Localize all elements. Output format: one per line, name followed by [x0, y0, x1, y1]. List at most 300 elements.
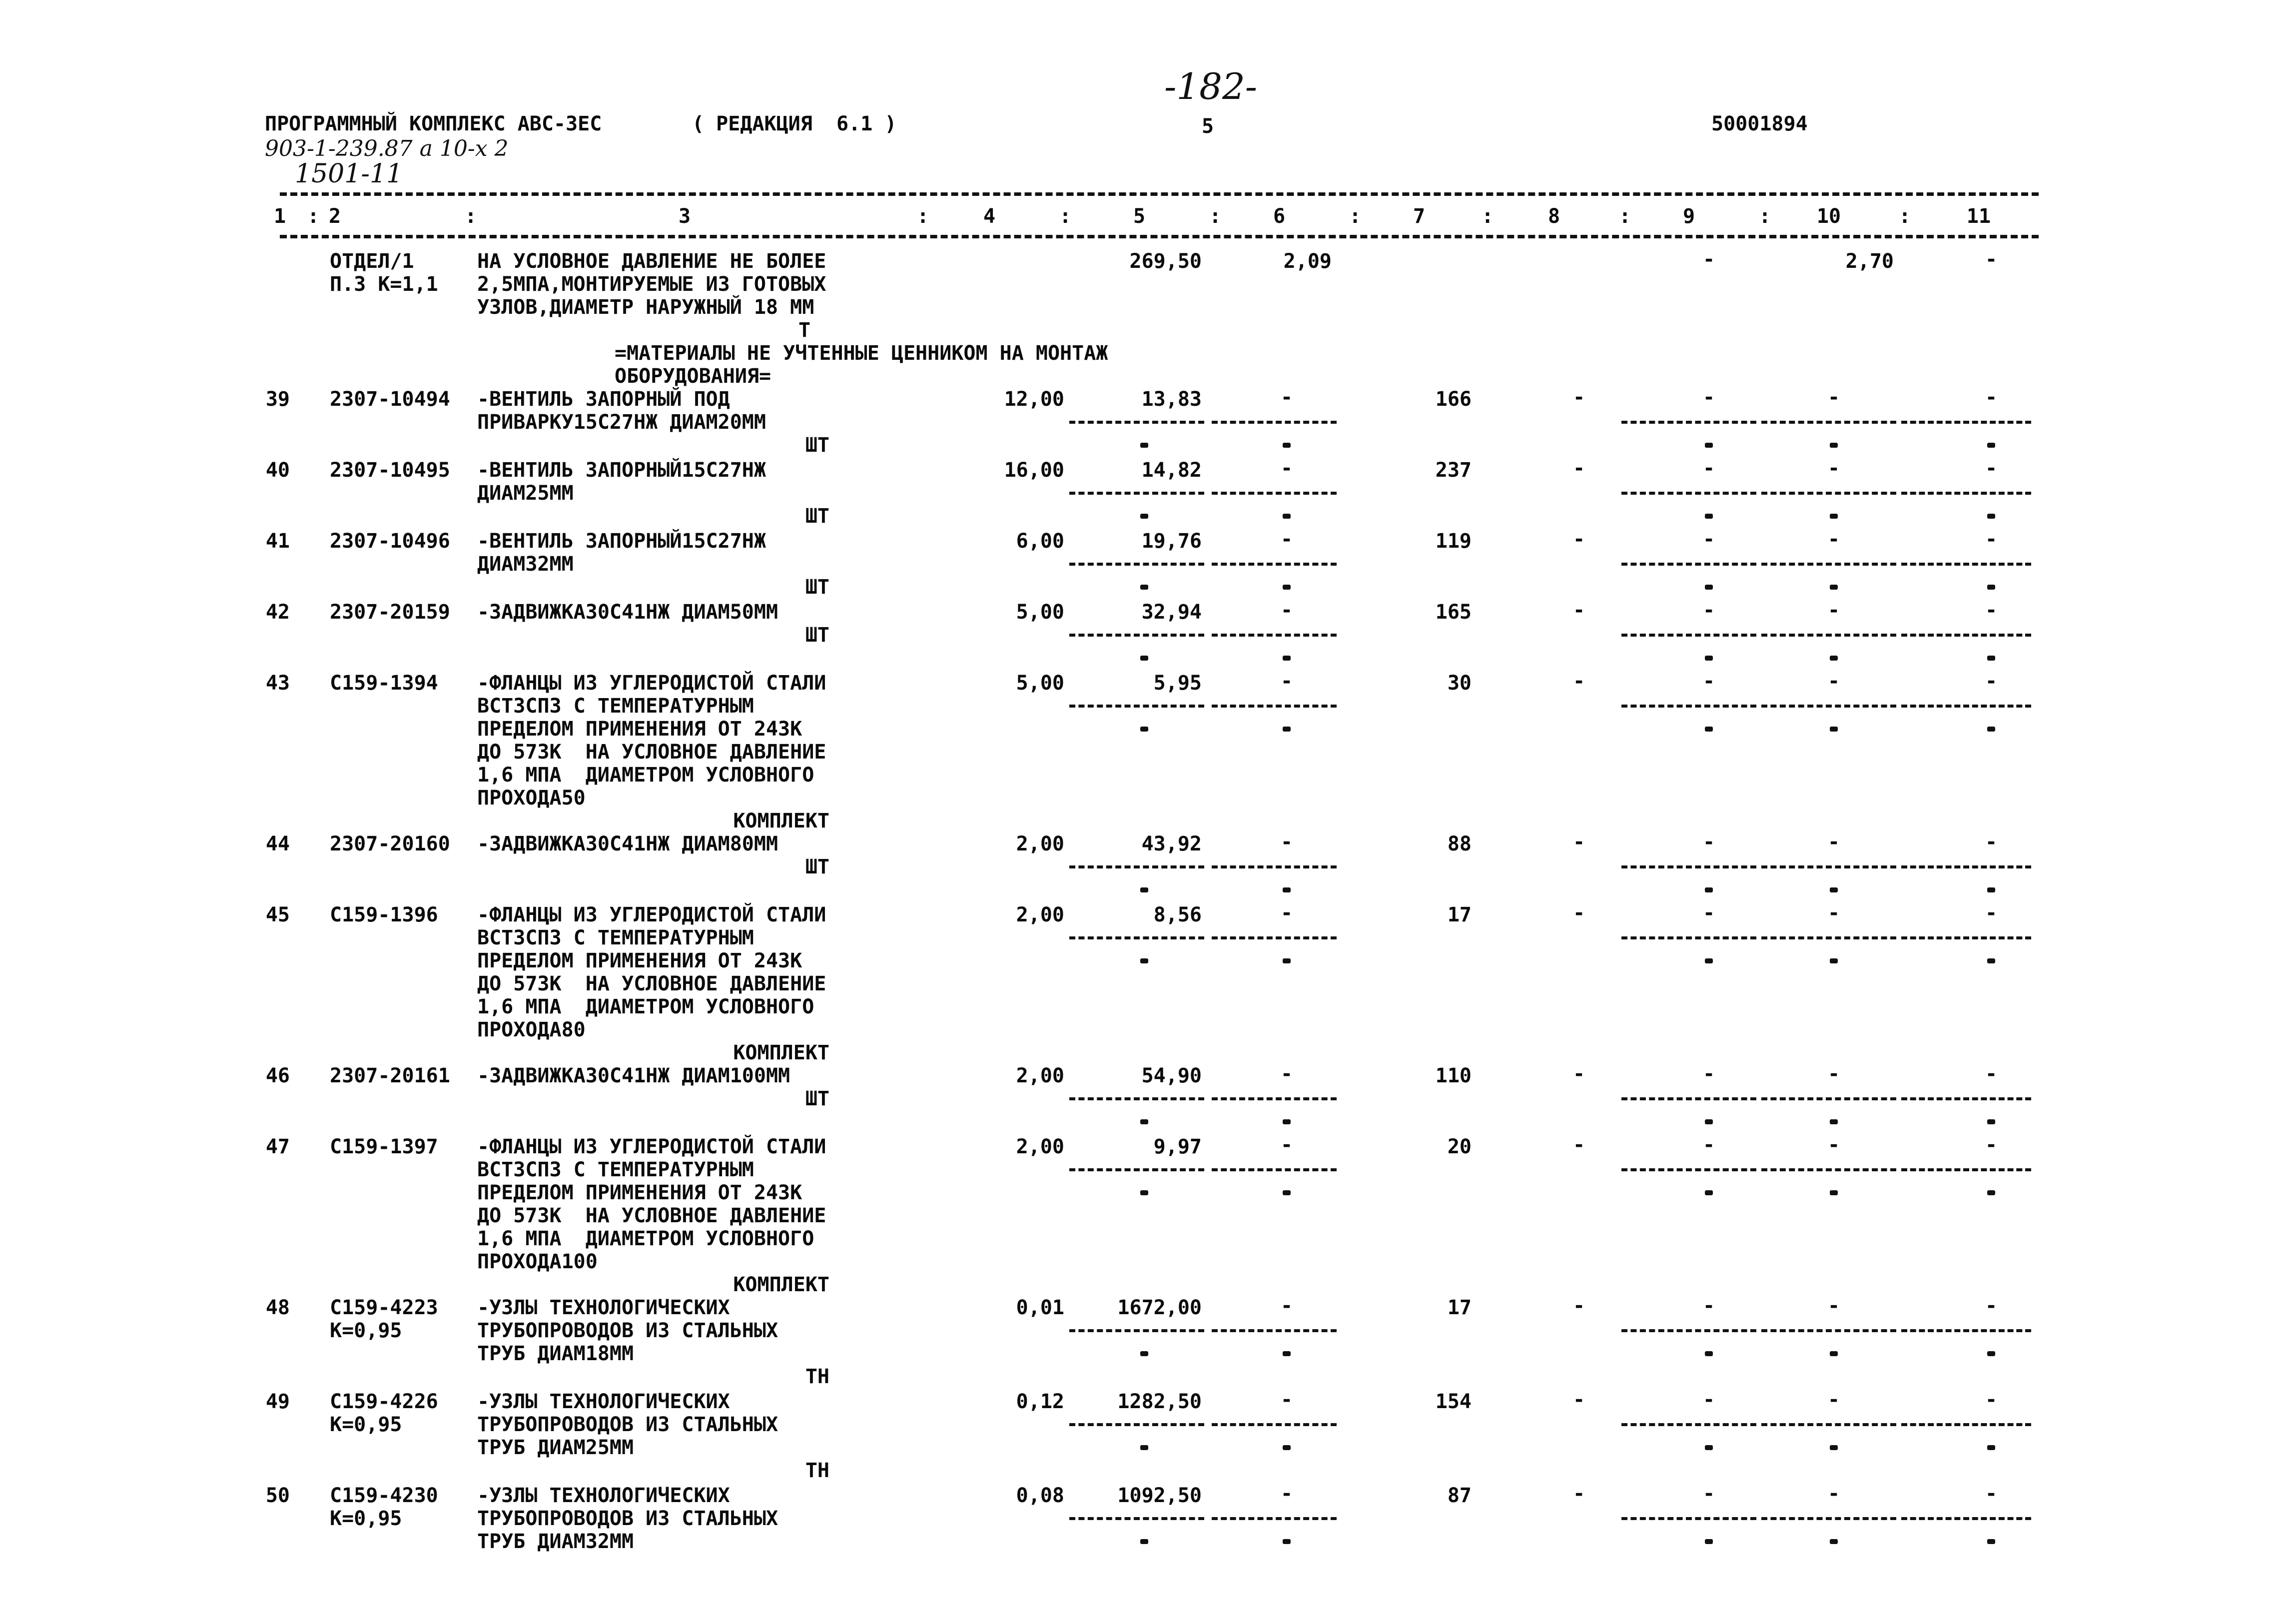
- intro-unit: Т: [798, 319, 811, 342]
- item-col10: -: [1827, 528, 1840, 551]
- item-description-line: ПРЕДЕЛОМ ПРИМЕНЕНИЯ ОТ 243К: [477, 1181, 802, 1204]
- item-col11: -: [1985, 1294, 1998, 1317]
- item-col8: -: [1572, 528, 1585, 551]
- item-description-line: -ЗАДВИЖКА30С41НЖ ДИАМ100ММ: [477, 1064, 790, 1087]
- subtotal-mark: [1830, 727, 1838, 732]
- column-number: 4: [983, 205, 996, 228]
- item-quantity: 2,00: [1016, 832, 1064, 855]
- item-code: К=0,95: [330, 1507, 402, 1530]
- item-total: 154: [1435, 1390, 1472, 1413]
- item-total: 166: [1435, 388, 1472, 411]
- item-col10: -: [1827, 1482, 1840, 1505]
- item-col6: -: [1280, 830, 1293, 853]
- item-code: С159-1397: [330, 1135, 438, 1158]
- subtotal-mark: [1283, 443, 1291, 448]
- item-number: 43: [265, 672, 290, 695]
- item-description-line: -ВЕНТИЛЬ ЗАПОРНЫЙ15С27НЖ: [477, 459, 766, 482]
- item-total: 165: [1435, 601, 1472, 624]
- subtotal-mark: [1830, 1190, 1838, 1195]
- subtotal-mark: [1283, 514, 1291, 519]
- subtotal-mark: [1140, 1445, 1148, 1450]
- subtotal-rule: [1069, 1517, 1204, 1520]
- item-col6: -: [1280, 599, 1293, 622]
- subtotal-mark: [1140, 656, 1148, 661]
- subtotal-rule: [1761, 865, 1896, 868]
- item-col8: -: [1572, 1062, 1585, 1085]
- subtotal-mark: [1987, 585, 1995, 590]
- item-col11: -: [1985, 1482, 1998, 1505]
- item-description-line: ТРУБ ДИАМ32ММ: [477, 1530, 634, 1553]
- item-number: 41: [265, 530, 290, 553]
- subtotal-mark: [1830, 958, 1838, 963]
- item-col8: -: [1572, 1294, 1585, 1317]
- item-col8: -: [1572, 1133, 1585, 1156]
- item-total: 119: [1435, 530, 1472, 553]
- subtotal-rule: [1761, 634, 1896, 637]
- item-col11: -: [1985, 830, 1998, 853]
- item-quantity: 2,00: [1016, 1064, 1064, 1087]
- subtotal-rule: [1901, 865, 2031, 868]
- item-price: 1092,50: [1117, 1484, 1202, 1507]
- item-price: 54,90: [1141, 1064, 1202, 1087]
- item-total: 20: [1447, 1135, 1472, 1158]
- subtotal-mark: [1140, 514, 1148, 519]
- item-description-line: ПРЕДЕЛОМ ПРИМЕНЕНИЯ ОТ 243К: [477, 718, 802, 741]
- item-col6: -: [1280, 386, 1293, 409]
- item-code: С159-4226: [330, 1390, 438, 1413]
- item-col10: -: [1827, 1133, 1840, 1156]
- item-number: 44: [265, 832, 290, 855]
- item-description-line: ПРЕДЕЛОМ ПРИМЕНЕНИЯ ОТ 243К: [477, 949, 802, 972]
- item-col8: -: [1572, 457, 1585, 480]
- subtotal-mark: [1705, 1445, 1713, 1450]
- item-unit: ШТ: [805, 505, 829, 528]
- subtotal-mark: [1705, 1190, 1713, 1195]
- item-description-line: ВСТ3СП3 С ТЕМПЕРАТУРНЫМ: [477, 695, 754, 718]
- intro-description-line: 2,5МПА,МОНТИРУЕМЫЕ ИЗ ГОТОВЫХ: [477, 273, 826, 296]
- subtotal-mark: [1705, 585, 1713, 590]
- item-quantity: 2,00: [1016, 903, 1064, 926]
- intro-description-line: НА УСЛОВНОЕ ДАВЛЕНИЕ НЕ БОЛЕЕ: [477, 250, 826, 273]
- item-price: 14,82: [1141, 459, 1202, 482]
- subtotal-rule: [1761, 1329, 1896, 1332]
- intro-col6: 2,09: [1283, 250, 1332, 273]
- intro-description-line: УЗЛОВ,ДИАМЕТР НАРУЖНЫЙ 18 ММ: [477, 296, 814, 319]
- subtotal-rule: [1901, 936, 2031, 939]
- item-total: 110: [1435, 1064, 1472, 1087]
- item-price: 13,83: [1141, 388, 1202, 411]
- subtotal-rule: [1761, 936, 1896, 939]
- subtotal-rule: [1761, 492, 1896, 495]
- subtotal-mark: [1830, 1445, 1838, 1450]
- item-quantity: 6,00: [1016, 530, 1064, 553]
- item-quantity: 0,08: [1016, 1484, 1064, 1507]
- subtotal-rule: [1212, 936, 1337, 939]
- item-description-line: ДО 573К НА УСЛОВНОЕ ДАВЛЕНИЕ: [477, 741, 826, 764]
- subtotal-mark: [1283, 958, 1291, 963]
- item-total: 88: [1447, 832, 1472, 855]
- intro-col9: -: [1702, 248, 1715, 271]
- item-total: 30: [1447, 672, 1472, 695]
- item-quantity: 0,12: [1016, 1390, 1064, 1413]
- item-number: 49: [265, 1390, 290, 1413]
- item-col9: -: [1702, 830, 1715, 853]
- item-col10: -: [1827, 1294, 1840, 1317]
- subtotal-rule: [1069, 563, 1204, 566]
- subtotal-rule: [1761, 1517, 1896, 1520]
- item-code: К=0,95: [330, 1413, 402, 1436]
- subtotal-mark: [1830, 585, 1838, 590]
- subtotal-mark: [1140, 1539, 1148, 1544]
- item-price: 1282,50: [1117, 1390, 1202, 1413]
- item-unit: КОМПЛЕКТ: [733, 1041, 829, 1064]
- subtotal-mark: [1140, 727, 1148, 732]
- item-col9: -: [1702, 1062, 1715, 1085]
- item-col10: -: [1827, 599, 1840, 622]
- item-number: 48: [265, 1296, 290, 1319]
- table-header-rule: [280, 235, 2039, 238]
- item-unit: КОМПЛЕКТ: [733, 810, 829, 832]
- item-col9: -: [1702, 1388, 1715, 1411]
- item-col6: -: [1280, 1482, 1293, 1505]
- subtotal-mark: [1705, 514, 1713, 519]
- item-col8: -: [1572, 599, 1585, 622]
- item-col9: -: [1702, 599, 1715, 622]
- subtotal-mark: [1283, 1445, 1291, 1450]
- subtotal-mark: [1987, 1119, 1995, 1124]
- subtotal-mark: [1283, 656, 1291, 661]
- subtotal-rule: [1901, 1097, 2031, 1100]
- item-col11: -: [1985, 457, 1998, 480]
- table-top-rule: [280, 192, 2039, 196]
- item-col10: -: [1827, 830, 1840, 853]
- subtotal-mark: [1283, 585, 1291, 590]
- item-col9: -: [1702, 670, 1715, 693]
- item-total: 17: [1447, 1296, 1472, 1319]
- subtotal-mark: [1140, 443, 1148, 448]
- item-price: 32,94: [1141, 601, 1202, 624]
- subtotal-rule: [1761, 705, 1896, 708]
- item-quantity: 0,01: [1016, 1296, 1064, 1319]
- subtotal-rule: [1901, 1329, 2031, 1332]
- item-code: 2307-20159: [330, 601, 450, 624]
- subtotal-rule: [1901, 1517, 2031, 1520]
- column-separator: :: [1349, 205, 1362, 228]
- subtotal-rule: [1069, 1097, 1204, 1100]
- column-separator: :: [1759, 205, 1771, 228]
- item-description-line: -УЗЛЫ ТЕХНОЛОГИЧЕСКИХ: [477, 1484, 730, 1507]
- item-price: 19,76: [1141, 530, 1202, 553]
- item-col9: -: [1702, 1482, 1715, 1505]
- column-separator: :: [1059, 205, 1072, 228]
- item-description-line: -ВЕНТИЛЬ ЗАПОРНЫЙ15С27НЖ: [477, 530, 766, 553]
- subtotal-rule: [1901, 492, 2031, 495]
- item-number: 46: [265, 1064, 290, 1087]
- subtotal-rule: [1621, 1168, 1756, 1171]
- subtotal-rule: [1069, 705, 1204, 708]
- subtotal-mark: [1987, 1445, 1995, 1450]
- subtotal-mark: [1283, 1539, 1291, 1544]
- subtotal-rule: [1621, 1423, 1756, 1426]
- item-unit: КОМПЛЕКТ: [733, 1273, 829, 1296]
- subtotal-mark: [1705, 1351, 1713, 1356]
- subtotal-mark: [1987, 887, 1995, 892]
- item-col11: -: [1985, 901, 1998, 924]
- item-description-line: ТРУБОПРОВОДОВ ИЗ СТАЛЬНЫХ: [477, 1319, 778, 1342]
- item-col10: -: [1827, 1062, 1840, 1085]
- intro-col11: -: [1985, 248, 1998, 271]
- item-col9: -: [1702, 901, 1715, 924]
- subtotal-rule: [1069, 421, 1204, 424]
- item-description-line: ДИАМ32ММ: [477, 553, 574, 576]
- subtotal-rule: [1069, 492, 1204, 495]
- item-description-line: ПРОХОДА100: [477, 1250, 598, 1273]
- item-number: 42: [265, 601, 290, 624]
- subtotal-rule: [1212, 1423, 1337, 1426]
- subtotal-mark: [1987, 514, 1995, 519]
- subtotal-rule: [1761, 1097, 1896, 1100]
- subtotal-rule: [1069, 865, 1204, 868]
- item-code: С159-1394: [330, 672, 438, 695]
- item-col11: -: [1985, 599, 1998, 622]
- item-col8: -: [1572, 901, 1585, 924]
- item-description-line: ПРОХОДА50: [477, 787, 586, 810]
- subtotal-rule: [1069, 634, 1204, 637]
- item-col6: -: [1280, 528, 1293, 551]
- item-unit: ШТ: [805, 576, 829, 599]
- subtotal-rule: [1621, 1517, 1756, 1520]
- subtotal-rule: [1621, 421, 1756, 424]
- item-description-line: -ФЛАНЦЫ ИЗ УГЛЕРОДИСТОЙ СТАЛИ: [477, 903, 826, 926]
- item-description-line: -ФЛАНЦЫ ИЗ УГЛЕРОДИСТОЙ СТАЛИ: [477, 1135, 826, 1158]
- item-unit: ТН: [805, 1365, 829, 1388]
- item-price: 8,56: [1153, 903, 1202, 926]
- subtotal-mark: [1987, 727, 1995, 732]
- item-description-line: ТРУБ ДИАМ25ММ: [477, 1436, 634, 1459]
- subtotal-rule: [1621, 1329, 1756, 1332]
- subtotal-rule: [1621, 705, 1756, 708]
- item-description-line: -ЗАДВИЖКА30С41НЖ ДИАМ50ММ: [477, 601, 778, 624]
- item-description-line: 1,6 МПА ДИАМЕТРОМ УСЛОВНОГО: [477, 1227, 814, 1250]
- item-description-line: -ФЛАНЦЫ ИЗ УГЛЕРОДИСТОЙ СТАЛИ: [477, 672, 826, 695]
- item-col10: -: [1827, 1388, 1840, 1411]
- item-description-line: -ВЕНТИЛЬ ЗАПОРНЫЙ ПОД: [477, 388, 730, 411]
- subtotal-rule: [1621, 563, 1756, 566]
- item-description-line: ПРИВАРКУ15С27НЖ ДИАМ20ММ: [477, 411, 766, 434]
- item-code: С159-4230: [330, 1484, 438, 1507]
- subtotal-rule: [1901, 421, 2031, 424]
- column-separator: :: [1619, 205, 1631, 228]
- subtotal-mark: [1283, 1351, 1291, 1356]
- intro-code-line: ОТДЕЛ/1: [330, 250, 414, 273]
- subtotal-mark: [1705, 443, 1713, 448]
- column-number: 9: [1682, 205, 1695, 228]
- item-number: 50: [265, 1484, 290, 1507]
- item-unit: ШТ: [805, 855, 829, 878]
- item-code: 2307-10494: [330, 388, 450, 411]
- subtotal-mark: [1705, 727, 1713, 732]
- subtotal-rule: [1761, 1168, 1896, 1171]
- item-col8: -: [1572, 830, 1585, 853]
- subtotal-rule: [1069, 1423, 1204, 1426]
- item-description-line: ДО 573К НА УСЛОВНОЕ ДАВЛЕНИЕ: [477, 1204, 826, 1227]
- subtotal-rule: [1069, 1168, 1204, 1171]
- item-unit: ШТ: [805, 624, 829, 647]
- item-col6: -: [1280, 1388, 1293, 1411]
- item-unit: ШТ: [805, 1087, 829, 1110]
- subtotal-mark: [1705, 958, 1713, 963]
- subtotal-mark: [1283, 1190, 1291, 1195]
- item-description-line: -УЗЛЫ ТЕХНОЛОГИЧЕСКИХ: [477, 1296, 730, 1319]
- subtotal-rule: [1069, 1329, 1204, 1332]
- subtotal-mark: [1283, 1119, 1291, 1124]
- subtotal-mark: [1830, 1539, 1838, 1544]
- item-col11: -: [1985, 670, 1998, 693]
- subtotal-rule: [1212, 492, 1337, 495]
- item-description-line: ВСТ3СП3 С ТЕМПЕРАТУРНЫМ: [477, 926, 754, 949]
- item-col6: -: [1280, 1294, 1293, 1317]
- subtotal-mark: [1987, 1351, 1995, 1356]
- subtotal-mark: [1140, 1351, 1148, 1356]
- item-col6: -: [1280, 670, 1293, 693]
- subtotal-rule: [1621, 865, 1756, 868]
- subtotal-mark: [1987, 958, 1995, 963]
- subtotal-rule: [1212, 1097, 1337, 1100]
- subtotal-mark: [1830, 1351, 1838, 1356]
- item-description-line: -УЗЛЫ ТЕХНОЛОГИЧЕСКИХ: [477, 1390, 730, 1413]
- item-col6: -: [1280, 901, 1293, 924]
- column-number: 2: [328, 205, 341, 228]
- intro-col5: 269,50: [1129, 250, 1202, 273]
- column-separator: :: [1899, 205, 1911, 228]
- subtotal-mark: [1987, 656, 1995, 661]
- item-number: 39: [265, 388, 290, 411]
- subtotal-mark: [1140, 585, 1148, 590]
- item-total: 87: [1447, 1484, 1472, 1507]
- item-col8: -: [1572, 670, 1585, 693]
- subtotal-mark: [1283, 727, 1291, 732]
- subtotal-mark: [1283, 887, 1291, 892]
- item-quantity: 5,00: [1016, 672, 1064, 695]
- item-quantity: 12,00: [1004, 388, 1064, 411]
- item-description-line: 1,6 МПА ДИАМЕТРОМ УСЛОВНОГО: [477, 995, 814, 1018]
- subtotal-rule: [1212, 421, 1337, 424]
- item-description-line: ТРУБОПРОВОДОВ ИЗ СТАЛЬНЫХ: [477, 1413, 778, 1436]
- subtotal-mark: [1987, 443, 1995, 448]
- column-number: 5: [1133, 205, 1146, 228]
- item-description-line: ДИАМ25ММ: [477, 482, 574, 505]
- column-separator: :: [307, 205, 320, 228]
- item-col9: -: [1702, 1133, 1715, 1156]
- item-description-line: ДО 573К НА УСЛОВНОЕ ДАВЛЕНИЕ: [477, 972, 826, 995]
- column-separator: :: [1209, 205, 1222, 228]
- subtotal-mark: [1830, 887, 1838, 892]
- item-code: 2307-20160: [330, 832, 450, 855]
- item-col11: -: [1985, 1133, 1998, 1156]
- item-col11: -: [1985, 1062, 1998, 1085]
- column-number: 11: [1966, 205, 1991, 228]
- item-total: 17: [1447, 903, 1472, 926]
- column-separator: :: [1482, 205, 1494, 228]
- edition-label: ( РЕДАКЦИЯ 6.1 ): [692, 112, 897, 135]
- item-col10: -: [1827, 670, 1840, 693]
- column-number: 10: [1816, 205, 1841, 228]
- section-heading: ОБОРУДОВАНИЯ=: [615, 365, 771, 388]
- subtotal-rule: [1621, 492, 1756, 495]
- item-col8: -: [1572, 1482, 1585, 1505]
- item-quantity: 5,00: [1016, 601, 1064, 624]
- intro-col10: 2,70: [1845, 250, 1894, 273]
- subtotal-rule: [1069, 936, 1204, 939]
- item-price: 1672,00: [1117, 1296, 1202, 1319]
- subtotal-mark: [1987, 1539, 1995, 1544]
- item-description-line: ВСТ3СП3 С ТЕМПЕРАТУРНЫМ: [477, 1158, 754, 1181]
- subtotal-rule: [1901, 1168, 2031, 1171]
- intro-code-line: П.3 К=1,1: [330, 273, 438, 296]
- subtotal-mark: [1705, 1539, 1713, 1544]
- item-code: 2307-10495: [330, 459, 450, 482]
- item-unit: ТН: [805, 1459, 829, 1482]
- item-col6: -: [1280, 1062, 1293, 1085]
- subtotal-rule: [1621, 936, 1756, 939]
- subtotal-mark: [1987, 1190, 1995, 1195]
- column-number: 6: [1273, 205, 1286, 228]
- handwritten-reference: 903-1-239.87 а 10-х 2: [265, 136, 509, 161]
- item-code: 2307-10496: [330, 530, 450, 553]
- handwritten-code: 1501-11: [295, 159, 403, 189]
- subtotal-mark: [1705, 656, 1713, 661]
- item-total: 237: [1435, 459, 1472, 482]
- column-number: 7: [1413, 205, 1426, 228]
- item-col9: -: [1702, 457, 1715, 480]
- subtotal-rule: [1212, 1168, 1337, 1171]
- item-col8: -: [1572, 1388, 1585, 1411]
- program-title: ПРОГРАММНЫЙ КОМПЛЕКС АВС-3ЕС: [265, 112, 602, 135]
- item-col10: -: [1827, 457, 1840, 480]
- item-description-line: 1,6 МПА ДИАМЕТРОМ УСЛОВНОГО: [477, 764, 814, 787]
- column-separator: :: [465, 205, 477, 228]
- sheet-number: 5: [1202, 115, 1214, 138]
- subtotal-rule: [1761, 563, 1896, 566]
- item-quantity: 16,00: [1004, 459, 1064, 482]
- item-col9: -: [1702, 386, 1715, 409]
- subtotal-mark: [1140, 1119, 1148, 1124]
- subtotal-rule: [1212, 705, 1337, 708]
- subtotal-rule: [1761, 421, 1896, 424]
- subtotal-mark: [1830, 1119, 1838, 1124]
- item-col9: -: [1702, 1294, 1715, 1317]
- subtotal-mark: [1140, 958, 1148, 963]
- item-description-line: ТРУБ ДИАМ18ММ: [477, 1342, 634, 1365]
- item-unit: ШТ: [805, 434, 829, 457]
- subtotal-rule: [1621, 1097, 1756, 1100]
- subtotal-rule: [1212, 1517, 1337, 1520]
- item-col9: -: [1702, 528, 1715, 551]
- subtotal-rule: [1212, 563, 1337, 566]
- item-number: 40: [265, 459, 290, 482]
- item-quantity: 2,00: [1016, 1135, 1064, 1158]
- subtotal-rule: [1621, 634, 1756, 637]
- item-col8: -: [1572, 386, 1585, 409]
- subtotal-rule: [1212, 1329, 1337, 1332]
- item-col6: -: [1280, 457, 1293, 480]
- item-col10: -: [1827, 386, 1840, 409]
- item-code: 2307-20161: [330, 1064, 450, 1087]
- subtotal-mark: [1705, 887, 1713, 892]
- item-col10: -: [1827, 901, 1840, 924]
- subtotal-rule: [1901, 563, 2031, 566]
- column-number: 8: [1547, 205, 1560, 228]
